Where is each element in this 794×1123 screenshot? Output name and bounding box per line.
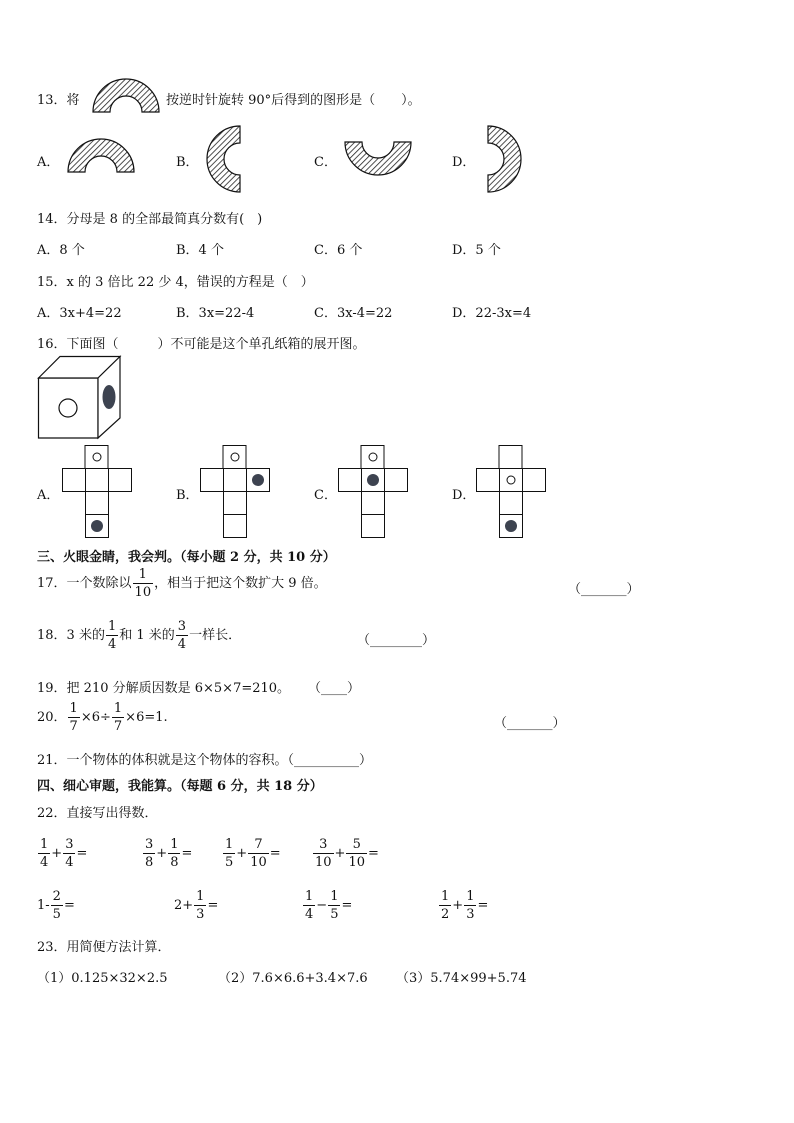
q18-den1: 4	[107, 637, 117, 652]
lead-term: 2+	[174, 898, 194, 913]
q16-option-b-net-diagram	[200, 445, 272, 539]
q20-fraction-1	[68, 702, 80, 733]
q23-stem: 23．用简便方法计算．	[37, 940, 171, 955]
q18-fraction-1	[106, 620, 118, 651]
q16-option-c-net-diagram	[338, 445, 410, 539]
num: 1	[40, 837, 49, 852]
fraction	[346, 838, 367, 869]
fraction	[223, 838, 235, 869]
q17-line	[37, 568, 327, 599]
fraction	[63, 838, 75, 869]
q18-pre: 18．3 米的	[37, 628, 105, 643]
fraction	[328, 890, 340, 921]
den: 4	[65, 855, 74, 870]
q14-option-a: A．8 个	[37, 243, 85, 258]
num: 1	[196, 889, 205, 904]
q17-pre: 17．一个数除以	[37, 576, 132, 591]
den: 3	[196, 907, 205, 922]
q23-item-2: （2）7.6×6.6+3.4×7.6	[218, 971, 368, 986]
den: 10	[250, 855, 267, 870]
q17-fraction	[133, 568, 154, 599]
q22-r1-item-1	[37, 838, 87, 869]
q20-num2: 1	[113, 701, 123, 716]
q22-r2-item-4	[438, 890, 488, 921]
q13-option-d-arch-icon	[487, 125, 523, 193]
q15-stem: 15．x 的 3 倍比 22 少 4，错误的方程是（ ）	[37, 275, 314, 290]
q20-pre: 20．	[37, 710, 67, 725]
q18-line	[37, 620, 241, 651]
q22-r1-item-4	[312, 838, 379, 869]
den: 10	[315, 855, 332, 870]
q23-item-1: （1）0.125×32×2.5	[37, 971, 168, 986]
num: 3	[145, 837, 154, 852]
q15-option-c: C．3x-4=22	[314, 306, 393, 321]
den: 4	[305, 907, 314, 922]
fraction	[313, 838, 334, 869]
q19-answer-blank[interactable]: （____）	[308, 681, 361, 696]
equals: =	[207, 898, 219, 913]
q19-text: 19．把 210 分解质因数是 6×5×7=210。	[37, 681, 291, 696]
num: 2	[52, 889, 61, 904]
q20-den2: 7	[113, 719, 123, 734]
q16-option-d-net-diagram	[476, 445, 548, 539]
fraction	[248, 838, 269, 869]
q22-r2-item-2	[174, 890, 218, 921]
q15-option-a: A．3x+4=22	[37, 306, 122, 321]
q13-option-b-arch-icon	[206, 125, 242, 193]
equals: =	[341, 898, 353, 913]
q14-option-b: B．4 个	[176, 243, 224, 258]
den: 5	[330, 907, 339, 922]
q18-num1: 1	[107, 619, 117, 634]
q15-option-b: B．3x=22-4	[176, 306, 255, 321]
q16-stem: 16．下面图（ ）不可能是这个单孔纸箱的展开图。	[37, 337, 366, 352]
q16-option-b-label: B．	[176, 488, 199, 503]
q13-prefix: 13．将	[37, 93, 80, 108]
q14-option-d: D．5 个	[452, 243, 501, 258]
q13-option-d-label: D．	[452, 155, 476, 170]
equals: =	[477, 898, 489, 913]
fraction	[38, 838, 50, 869]
fraction	[143, 838, 155, 869]
q20-num1: 1	[69, 701, 78, 716]
q18-fraction-2	[176, 620, 188, 651]
q17-post: ，相当于把这个数扩大 9 倍。	[154, 576, 327, 591]
num: 1	[441, 889, 450, 904]
fraction	[303, 890, 315, 921]
fraction	[194, 890, 206, 921]
fraction	[51, 890, 63, 921]
num: 5	[346, 838, 367, 854]
operator: +	[334, 846, 346, 861]
q23-item-3: （3）5.74×99+5.74	[396, 971, 527, 986]
equals: =	[181, 846, 193, 861]
operator: −	[316, 898, 328, 913]
den: 8	[145, 855, 154, 870]
q22-r2-item-3	[302, 890, 352, 921]
operator: +	[156, 846, 168, 861]
q13-option-a-label: A．	[37, 155, 60, 170]
fraction	[168, 838, 180, 869]
q17-den: 10	[134, 585, 152, 600]
q20-answer-blank[interactable]: （_______）	[494, 716, 566, 731]
den: 2	[441, 907, 450, 922]
q16-option-c-label: C．	[314, 488, 337, 503]
q13-suffix: 按逆时针旋转 90°后得到的图形是（ ）。	[166, 93, 421, 108]
fraction	[439, 890, 451, 921]
q22-stem: 22．直接写出得数．	[37, 806, 158, 821]
equals: =	[63, 898, 75, 913]
q14-option-c: C．6 个	[314, 243, 363, 258]
fraction	[464, 890, 476, 921]
equals: =	[368, 846, 379, 861]
equals: =	[269, 846, 281, 861]
q16-option-a-label: A．	[37, 488, 60, 503]
q16-option-a-net-diagram	[62, 445, 134, 539]
q15-option-d: D．22-3x=4	[452, 306, 532, 321]
q22-r2-item-1	[37, 890, 75, 921]
den: 5	[225, 855, 234, 870]
operator: +	[236, 846, 248, 861]
section-3-title: 三、火眼金睛，我会判。（每小题 2 分，共 10 分）	[37, 550, 336, 565]
num: 1	[466, 889, 475, 904]
num: 1	[305, 889, 314, 904]
num: 1	[170, 837, 179, 852]
num: 3	[313, 838, 334, 854]
q17-num: 1	[133, 568, 154, 584]
section-4-title: 四、细心审题，我能算。（每题 6 分，共 18 分）	[37, 779, 323, 794]
num: 3	[65, 837, 74, 852]
lead-term: 1-	[37, 898, 50, 913]
q14-stem: 14．分母是 8 的全部最简真分数有( )	[37, 212, 263, 227]
den: 4	[40, 855, 49, 870]
q18-post: 一样长．	[189, 628, 242, 643]
den: 10	[348, 855, 365, 870]
operator: +	[51, 846, 63, 861]
q20-line	[37, 702, 168, 733]
q16-option-d-label: D．	[452, 488, 476, 503]
q17-answer-blank[interactable]: （_______）	[568, 582, 640, 597]
q13-option-c-arch-icon	[344, 141, 412, 177]
den: 8	[170, 855, 179, 870]
q22-r1-item-2	[142, 838, 192, 869]
q13-option-b-label: B．	[176, 155, 199, 170]
q20-fraction-2	[112, 702, 124, 733]
q13-option-c-label: C．	[314, 155, 337, 170]
q18-answer-blank[interactable]: （________）	[357, 633, 436, 648]
operator: +	[452, 898, 464, 913]
den: 5	[52, 907, 61, 922]
q20-den1: 7	[69, 719, 78, 734]
q20-op1: ×6÷	[80, 710, 111, 725]
q21-text: 21．一个物体的体积就是这个物体的容积。（__________）	[37, 753, 373, 768]
q16-cube-box-icon	[38, 356, 126, 440]
den: 3	[466, 907, 475, 922]
q13-option-a-arch-icon	[67, 138, 135, 174]
q13-source-arch-icon	[92, 78, 160, 114]
q18-den2: 4	[177, 637, 187, 652]
q22-r1-item-3	[222, 838, 281, 869]
num: 1	[225, 837, 234, 852]
q18-mid: 和 1 米的	[119, 628, 175, 643]
num: 1	[330, 889, 339, 904]
q18-num2: 3	[177, 619, 187, 634]
q20-post: ×6=1.	[125, 710, 168, 725]
equals: =	[76, 846, 88, 861]
num: 7	[248, 838, 269, 854]
